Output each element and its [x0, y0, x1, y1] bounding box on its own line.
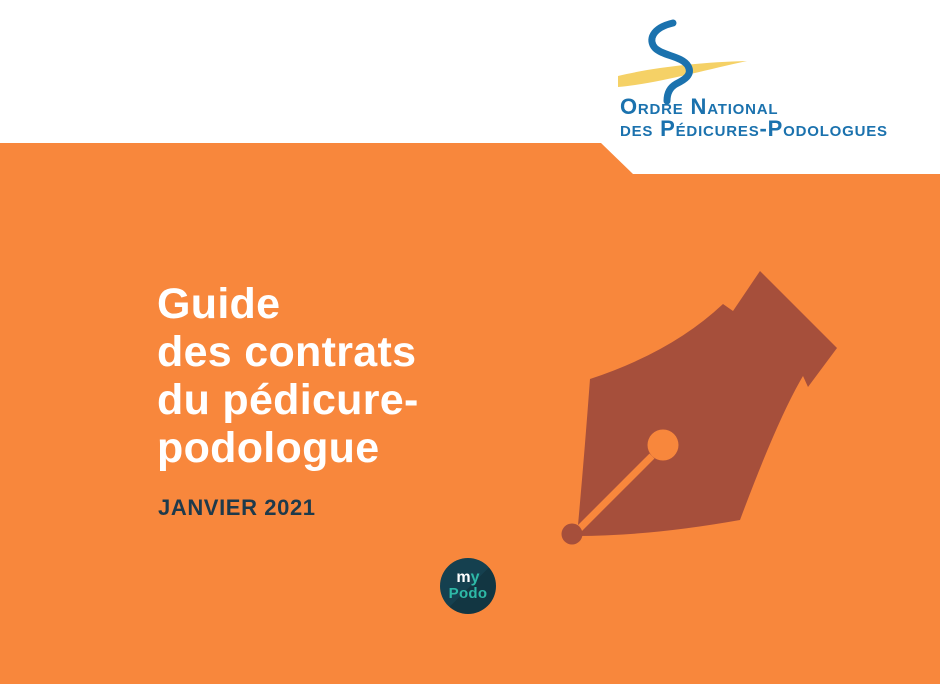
logo-s-glyph: [652, 23, 690, 101]
mypodo-badge: [440, 558, 496, 614]
onpp-logo-icon: [610, 5, 760, 105]
nib-breather-hole: [648, 430, 679, 461]
onpp-logo-wordmark: [620, 96, 888, 140]
logo-org-name-line2: des Pédicures-Podologues: [620, 116, 888, 141]
title-line-4: podologue: [157, 424, 380, 472]
badge-my-m: m: [456, 569, 471, 586]
publication-date: JANVIER 2021: [158, 495, 316, 520]
title-line-1: Guide: [157, 280, 281, 328]
nib-tip-ball: [562, 524, 583, 545]
title-line-2: des contrats: [157, 328, 417, 376]
title-line-3: du pédicure-: [157, 376, 419, 424]
badge-my-y: y: [470, 569, 480, 586]
logo-org-name-line1: Ordre National: [620, 94, 779, 119]
badge-podo-label: Podo: [448, 585, 488, 602]
pen-nib-icon: [545, 250, 855, 550]
badge-my-label: [456, 570, 479, 585]
page-title: [157, 280, 419, 472]
